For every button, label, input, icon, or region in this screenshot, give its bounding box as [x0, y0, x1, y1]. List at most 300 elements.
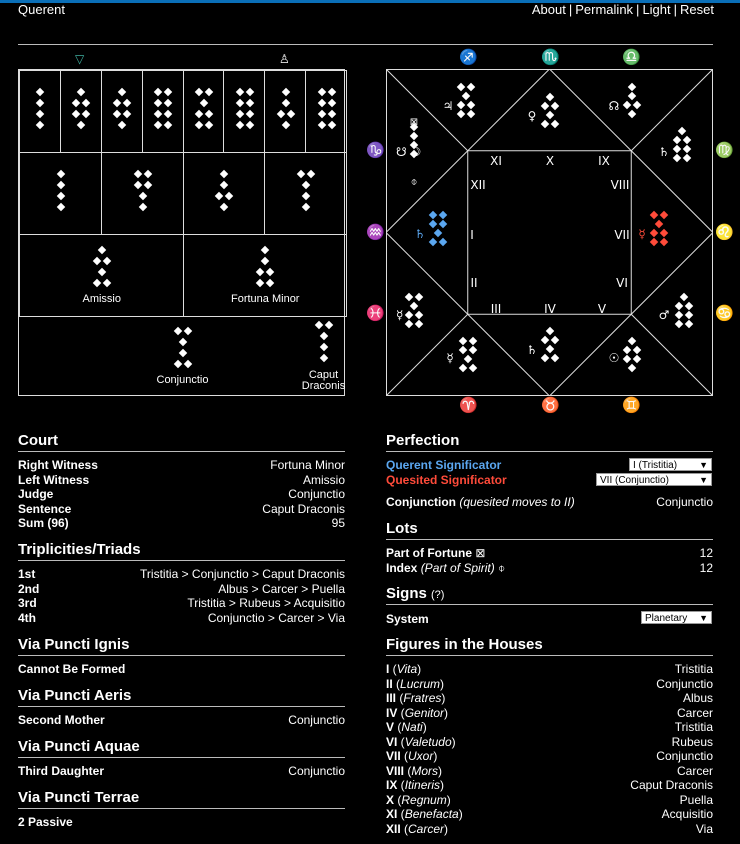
- saturn-icon: ♄: [658, 145, 670, 159]
- index-row: [386, 561, 713, 576]
- house-1-figure: [439, 220, 447, 228]
- house-4-figure: [541, 336, 549, 344]
- house-figure: Tristitia: [674, 720, 713, 734]
- house-row: [386, 807, 713, 821]
- house-number: IV: [386, 705, 398, 720]
- judge-point: [183, 360, 191, 368]
- court-divider: [18, 451, 345, 452]
- figure-point: [317, 121, 325, 129]
- house-label: I (Vita): [386, 662, 422, 676]
- figure-point: [281, 88, 289, 96]
- figure-point: [36, 88, 44, 96]
- house-label: IV (Genitor): [386, 705, 449, 720]
- house-number: XI: [386, 807, 398, 821]
- house-3-figure: [459, 337, 467, 345]
- figure-point: [143, 181, 151, 189]
- sentence-point: [315, 321, 323, 329]
- figure-point: [143, 170, 151, 178]
- house-1-figure: [429, 211, 437, 219]
- part-of-fortune-row: [386, 546, 713, 560]
- house-6-figure: [685, 311, 693, 319]
- figure-point: [133, 181, 141, 189]
- house-5-figure: [628, 364, 636, 372]
- house-label: II (Lucrum): [386, 676, 445, 691]
- witness-label: Amissio: [82, 293, 121, 305]
- house-7-figure: [655, 220, 663, 228]
- house-8-figure: [683, 145, 691, 153]
- house-6-figure: [675, 320, 683, 328]
- figure-point: [317, 88, 325, 96]
- house-2-figure: [405, 311, 413, 319]
- figure-point: [57, 170, 65, 178]
- mercury-icon: ☿: [396, 308, 404, 322]
- house-2-figure: [405, 320, 413, 328]
- figure-point: [261, 246, 269, 254]
- house-name: Regnum: [401, 792, 447, 807]
- house-5-figure: [623, 346, 631, 354]
- shield-niece-2: [101, 152, 184, 235]
- house-row: [386, 691, 713, 705]
- house-name: Lucrum: [400, 676, 441, 691]
- shield-cell-5: [183, 70, 225, 153]
- shield-niece-4: [264, 152, 347, 235]
- querent-significator-label: Querent Significator: [386, 458, 502, 472]
- figure-point: [266, 279, 274, 287]
- figure-point: [113, 110, 121, 118]
- figure-point: [236, 121, 244, 129]
- sentence-point: [320, 343, 328, 351]
- shield-witness-1: [19, 234, 184, 317]
- house-name: Mors: [411, 763, 439, 778]
- house-row: [386, 706, 713, 720]
- via-divider: [18, 706, 345, 707]
- figure-point: [195, 121, 203, 129]
- row-label: Sum (96): [18, 516, 69, 530]
- house-1-figure: [429, 220, 437, 228]
- about-link[interactable]: About: [531, 2, 566, 17]
- house-9-figure: [628, 92, 636, 100]
- app-title: Querent: [18, 2, 65, 17]
- judge-point: [178, 338, 186, 346]
- conjunction-row: [386, 495, 713, 509]
- leo-icon: ♌: [715, 224, 734, 241]
- house-number: III: [386, 691, 397, 705]
- figure-point: [200, 99, 208, 107]
- row-label: Judge: [18, 487, 54, 501]
- house-10-figure: [541, 102, 549, 110]
- house-figure: Conjunctio: [656, 749, 713, 763]
- house-figure: Albus: [682, 691, 713, 705]
- figure-point: [246, 110, 254, 118]
- house-row: [386, 662, 713, 676]
- scorpio-icon: ♏: [541, 49, 560, 66]
- house-1-figure: [439, 211, 447, 219]
- libra-icon: ♎: [622, 49, 641, 66]
- saturn-icon: ♄: [526, 343, 538, 357]
- data-row: [18, 596, 345, 610]
- house-row: [386, 793, 713, 807]
- house-numeral: I: [470, 228, 474, 242]
- row-value: Fortuna Minor: [270, 458, 345, 472]
- house-number: IX: [386, 778, 398, 792]
- house-figure: Acquisitio: [661, 807, 713, 821]
- house-label: VIII (Mors): [386, 763, 443, 778]
- via-label: Second Mother: [18, 713, 105, 727]
- figure-point: [154, 110, 162, 118]
- figure-point: [215, 192, 223, 200]
- house-name: Fratres: [403, 691, 442, 705]
- house-figure: Via: [695, 821, 713, 836]
- house-8-figure: [673, 145, 681, 153]
- figure-point: [307, 170, 315, 178]
- figure-point: [118, 88, 126, 96]
- pawn-icon: ♙: [279, 52, 290, 66]
- judge-point: [173, 327, 181, 335]
- house-1-figure: [439, 238, 447, 246]
- figure-point: [72, 99, 80, 107]
- row-value: Conjunctio > Carcer > Via: [207, 610, 345, 625]
- figure-point: [57, 192, 65, 200]
- data-row: [18, 516, 345, 530]
- figure-point: [36, 121, 44, 129]
- court-title: Court: [18, 432, 58, 449]
- mercury-icon: ☿: [446, 351, 454, 365]
- figure-point: [138, 203, 146, 211]
- house-row: [386, 677, 713, 691]
- house-8-figure: [683, 154, 691, 162]
- row-value: Conjunctio: [288, 487, 345, 501]
- row-value: Amissio: [302, 472, 345, 487]
- house-name: Genitor: [404, 705, 445, 720]
- house-numeral: XI: [490, 154, 502, 168]
- house-12-figure: [410, 132, 418, 140]
- house-number: VI: [386, 734, 398, 749]
- house-figure: Conjunctio: [656, 676, 713, 691]
- house-3-figure: [459, 346, 467, 354]
- figure-point: [327, 121, 335, 129]
- shield-cell-1: [19, 70, 61, 153]
- row-label: Right Witness: [18, 458, 98, 472]
- figure-point: [154, 88, 162, 96]
- house-6-figure: [685, 320, 693, 328]
- house-11-figure: [467, 83, 475, 91]
- house-11-figure: [457, 83, 465, 91]
- mars-icon: ♂: [658, 308, 670, 322]
- via-title: Via Puncti Aquae: [18, 738, 140, 755]
- house-7-figure: [650, 211, 658, 219]
- figure-point: [138, 192, 146, 200]
- shield-witness-2: [183, 234, 348, 317]
- figure-point: [317, 110, 325, 118]
- house-3-figure: [469, 346, 477, 354]
- figure-point: [317, 99, 325, 107]
- figure-point: [164, 110, 172, 118]
- data-row: [18, 473, 345, 487]
- houses-title: Figures in the Houses: [386, 636, 543, 653]
- figure-point: [123, 99, 131, 107]
- figure-point: [57, 181, 65, 189]
- figure-point: [276, 110, 284, 118]
- signs-title: Signs: [386, 585, 427, 602]
- house-name: Uxor: [408, 749, 434, 763]
- house-number: X: [386, 792, 395, 807]
- quesited-significator-label: Quesited Significator: [386, 473, 507, 487]
- house-9-figure: [628, 110, 636, 118]
- house-4-figure: [551, 336, 559, 344]
- house-name: Itineris: [404, 778, 441, 792]
- data-row: [18, 611, 345, 625]
- house-label: VI (Valetudo): [386, 734, 456, 749]
- shield-cell-3: [101, 70, 143, 153]
- light-link[interactable]: Light: [642, 2, 671, 17]
- figure-point: [266, 268, 274, 276]
- via-row: [18, 815, 345, 829]
- house-7-figure: [660, 238, 668, 246]
- figure-point: [154, 121, 162, 129]
- via-divider: [18, 655, 345, 656]
- figure-point: [205, 88, 213, 96]
- house-5-figure: [628, 337, 636, 345]
- house-row: [386, 749, 713, 763]
- system-label: System: [386, 612, 429, 626]
- row-label: 3rd: [18, 596, 37, 610]
- figure-point: [220, 170, 228, 178]
- house-numeral: X: [545, 154, 555, 168]
- figure-point: [327, 99, 335, 107]
- house-numeral: VII: [614, 228, 630, 242]
- houses-divider: [386, 655, 713, 656]
- house-4-figure: [546, 345, 554, 353]
- taurus-icon: ♉: [541, 397, 560, 414]
- figure-point: [93, 279, 101, 287]
- shield-niece-3: [183, 152, 266, 235]
- data-row: [18, 567, 345, 581]
- house-6-figure: [675, 311, 683, 319]
- house-2-figure: [410, 302, 418, 310]
- house-figure: Caput Draconis: [630, 778, 713, 792]
- saturn-icon: ♄: [414, 227, 426, 241]
- figure-point: [225, 192, 233, 200]
- figure-point: [195, 88, 203, 96]
- figure-point: [281, 121, 289, 129]
- fortune-icon: ⊠: [475, 546, 486, 560]
- house-10-figure: [551, 120, 559, 128]
- figure-point: [236, 110, 244, 118]
- shield-cell-7: [264, 70, 306, 153]
- row-label: 1st: [18, 567, 36, 581]
- lots-title: Lots: [386, 520, 418, 537]
- chevron-down-icon: ▼: [699, 475, 708, 485]
- house-numeral: V: [597, 302, 607, 316]
- reset-link[interactable]: Reset: [680, 2, 714, 17]
- conjunction-label: Conjunction: [386, 495, 456, 509]
- house-number: V: [386, 720, 395, 734]
- figure-point: [297, 170, 305, 178]
- chevron-down-icon: ▼: [699, 613, 708, 623]
- house-10-figure: [546, 93, 554, 101]
- house-row: [386, 735, 713, 749]
- figure-point: [205, 121, 213, 129]
- via-title: Via Puncti Aeris: [18, 687, 132, 704]
- house-11-figure: [457, 101, 465, 109]
- figure-point: [82, 110, 90, 118]
- house-row: [386, 720, 713, 734]
- perfection-divider: [386, 451, 713, 452]
- pisces-icon: ♓: [366, 305, 385, 322]
- house-11-figure: [467, 101, 475, 109]
- figure-point: [236, 99, 244, 107]
- house-11-figure: [462, 92, 470, 100]
- figure-point: [286, 110, 294, 118]
- shield-judge-row: [19, 316, 346, 397]
- house-figure: Carcer: [676, 763, 713, 778]
- house-9-figure: [633, 101, 641, 109]
- house-3-figure: [469, 337, 477, 345]
- house-numeral: IV: [544, 302, 556, 316]
- triplicities-title: Triplicities/Triads: [18, 541, 141, 558]
- figure-point: [220, 203, 228, 211]
- perfection-title: Perfection: [386, 432, 460, 449]
- figure-point: [256, 279, 264, 287]
- via-value: Conjunctio: [288, 713, 345, 727]
- shield-chart: [18, 69, 345, 396]
- figure-point: [164, 121, 172, 129]
- house-10-figure: [541, 120, 549, 128]
- house-numeral: IX: [598, 154, 610, 168]
- house-numeral: XII: [470, 178, 486, 192]
- sun-icon: ☉: [608, 351, 620, 365]
- house-7-figure: [660, 211, 668, 219]
- figure-point: [77, 88, 85, 96]
- data-row: [18, 458, 345, 472]
- house-11-figure: [457, 110, 465, 118]
- row-value: 95: [331, 516, 345, 530]
- house-label: X (Regnum): [386, 792, 451, 807]
- conjunction-value: Conjunctio: [656, 495, 713, 509]
- house-label: VII (Uxor): [386, 749, 438, 763]
- house-label: XI (Benefacta): [386, 807, 463, 821]
- figure-point: [327, 88, 335, 96]
- house-8-figure: [678, 127, 686, 135]
- figure-point: [36, 110, 44, 118]
- index-label: Index: [386, 561, 418, 575]
- house-number: VIII: [386, 763, 405, 778]
- lots-divider: [386, 539, 713, 540]
- via-row: [18, 764, 345, 778]
- house-figure: Carcer: [676, 705, 713, 720]
- figure-point: [93, 257, 101, 265]
- row-label: Sentence: [18, 501, 72, 516]
- figure-point: [57, 203, 65, 211]
- house-6-figure: [685, 302, 693, 310]
- house-6-figure: [680, 293, 688, 301]
- shield-cell-2: [60, 70, 102, 153]
- via-label: 2 Passive: [18, 815, 73, 829]
- house-figure: Puella: [679, 792, 713, 807]
- house-label: XII (Carcer): [386, 821, 449, 836]
- part-of-fortune-label: Part of Fortune: [386, 546, 472, 560]
- row-value: Tristitia > Rubeus > Acquisitio: [187, 596, 345, 610]
- conjunction-note: (quesited moves to II): [459, 495, 575, 509]
- jupiter-icon: ♃: [442, 99, 454, 113]
- data-row: [18, 502, 345, 516]
- figure-point: [195, 110, 203, 118]
- house-numeral: VIII: [610, 178, 630, 192]
- house-row: [386, 778, 713, 792]
- judge-point: [178, 349, 186, 357]
- row-value: Albus > Carcer > Puella: [218, 581, 345, 596]
- index-note: (Part of Spirit): [420, 561, 495, 575]
- figure-point: [246, 99, 254, 107]
- house-2-figure: [415, 320, 423, 328]
- querent-significator-select[interactable]: I (Tristitia) ▼: [629, 458, 712, 471]
- figure-point: [103, 257, 111, 265]
- via-value: Conjunctio: [288, 764, 345, 778]
- figure-point: [98, 268, 106, 276]
- witness-label: Fortuna Minor: [231, 293, 300, 305]
- house-6-figure: [675, 302, 683, 310]
- house-3-figure: [459, 364, 467, 372]
- via-title: Via Puncti Terrae: [18, 789, 140, 806]
- virgo-icon: ♍: [715, 142, 734, 159]
- figure-point: [205, 110, 213, 118]
- figure-point: [164, 88, 172, 96]
- figure-point: [113, 99, 121, 107]
- index-value: 12: [699, 561, 713, 575]
- house-numeral: III: [490, 302, 502, 316]
- data-row: [18, 487, 345, 501]
- house-numeral: VI: [616, 276, 628, 290]
- figure-point: [256, 268, 264, 276]
- signs-title-wrap: [386, 585, 444, 602]
- house-8-figure: [673, 136, 681, 144]
- house-2-figure: [405, 293, 413, 301]
- figure-point: [327, 110, 335, 118]
- house-7-figure: [650, 229, 658, 237]
- header-divider: [18, 44, 713, 45]
- system-select[interactable]: Planetary ▼: [641, 611, 712, 624]
- figure-point: [98, 246, 106, 254]
- house-3-figure: [464, 355, 472, 363]
- mercury-icon: ☿: [638, 227, 646, 241]
- node-icon: ☊: [608, 99, 620, 113]
- house-name: Carcer: [408, 821, 445, 836]
- house-9-figure: [628, 83, 636, 91]
- shield-cell-4: [142, 70, 184, 153]
- gemini-icon: ♊: [622, 397, 641, 414]
- figure-point: [302, 181, 310, 189]
- via-divider: [18, 808, 345, 809]
- data-row: [18, 582, 345, 596]
- house-row: [386, 822, 713, 836]
- house-figure: Tristitia: [674, 662, 713, 676]
- aries-icon: ♈: [459, 397, 478, 414]
- house-10-figure: [551, 102, 559, 110]
- figure-point: [164, 99, 172, 107]
- judge-point: [173, 360, 181, 368]
- house-8-figure: [683, 136, 691, 144]
- via-row: [18, 713, 345, 727]
- quesited-significator-select[interactable]: VII (Conjunctio) ▼: [596, 473, 712, 486]
- signs-help-link[interactable]: (?): [431, 589, 445, 601]
- figure-point: [154, 99, 162, 107]
- house-10-figure: [546, 111, 554, 119]
- house-chart: [386, 69, 713, 396]
- figure-point: [302, 192, 310, 200]
- figure-point: [220, 181, 228, 189]
- house-number: II: [386, 676, 393, 691]
- permalink-link[interactable]: Permalink: [575, 2, 634, 17]
